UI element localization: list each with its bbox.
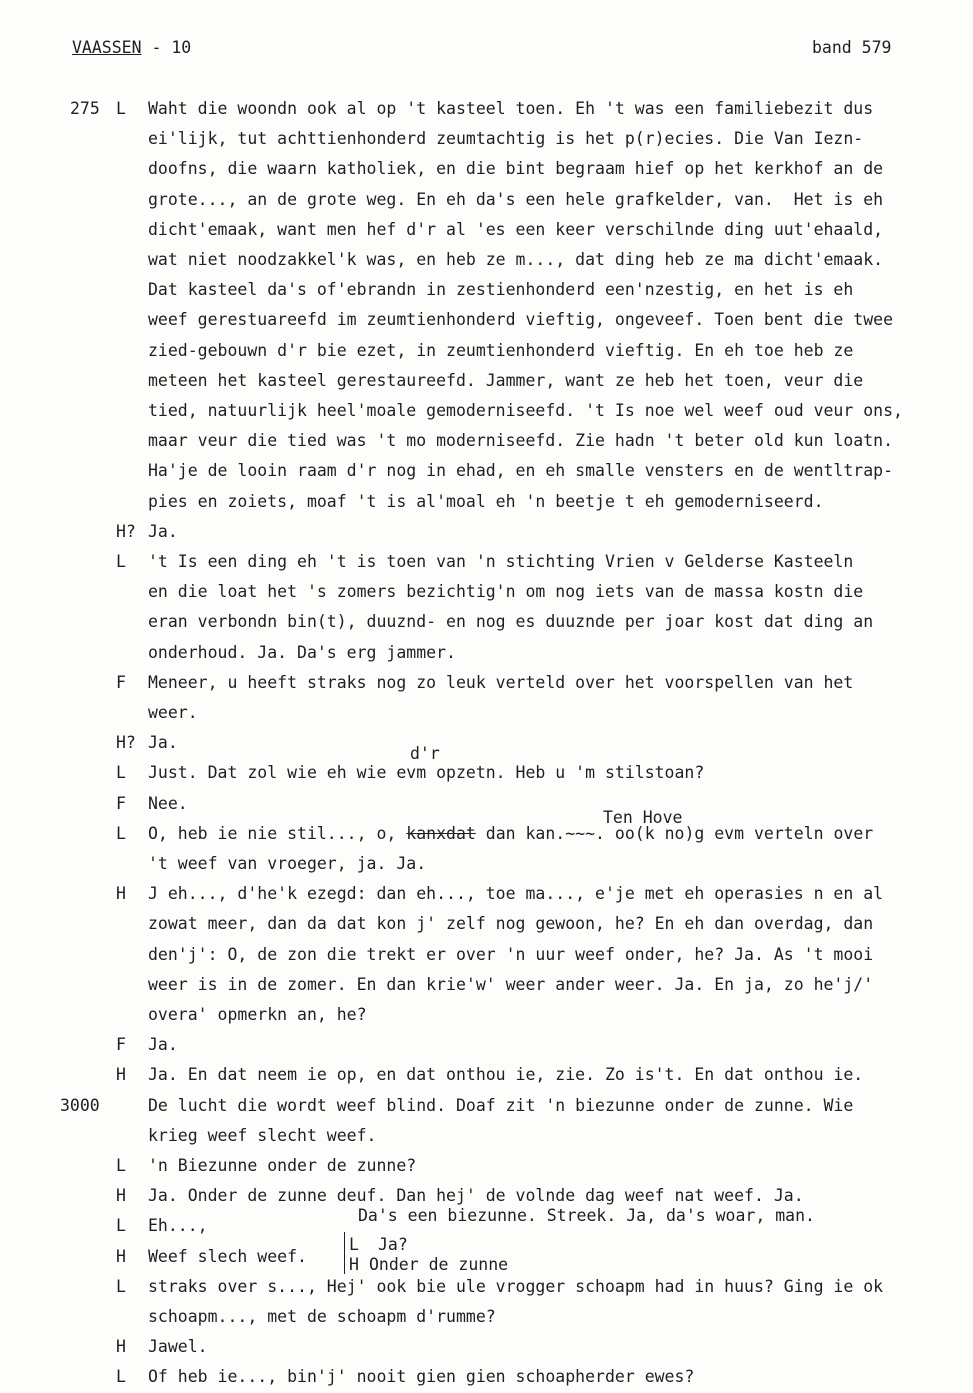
speaker-label: L xyxy=(116,824,126,843)
transcript-line: maar veur die tied was 't mo moderniseefd. Zie hadn 't beter old kun loatn. xyxy=(148,431,894,450)
transcript-line: Ha'je de looin raam d'r nog in ehad, en eh smalle vensters en de wentltrap- xyxy=(148,461,894,480)
transcript-line: Waht die woondn ook al op 't kasteel toen. Eh 't was een familiebezit dus xyxy=(148,99,874,118)
transcript-line: onderhoud. Ja. Da's erg jammer. xyxy=(148,643,456,662)
transcript-line: 't weef van vroeger, ja. Ja. xyxy=(148,854,427,873)
transcript-line: Just. Dat zol wie eh wie evm opzetn. Heb u 'm stilstoan? xyxy=(148,763,705,782)
transcript-line: Jawel. xyxy=(148,1337,208,1356)
speaker-label: L xyxy=(116,552,126,571)
speaker-label: H xyxy=(116,884,126,903)
insertion-ten-hove: Ten Hove xyxy=(603,808,683,827)
overlap-speaker-h: H xyxy=(349,1255,359,1274)
line-number: 275 xyxy=(70,99,100,118)
transcript-line: en die loat het 's zomers bezichtig'n om nog iets van de massa kostn die xyxy=(148,582,864,601)
transcript-line: schoapm..., met de schoapm d'rumme? xyxy=(148,1307,496,1326)
speaker-label: H xyxy=(116,1247,126,1266)
transcript-line: straks over s..., Hej' ook bie ule vrogger schoapm had in huus? Ging ie ok xyxy=(148,1277,884,1296)
speaker-label: F xyxy=(116,1035,126,1054)
transcript-line: overa' opmerkn an, he? xyxy=(148,1005,367,1024)
transcript-line: Of heb ie..., bin'j' nooit gien gien schoapherder ewes? xyxy=(148,1367,695,1386)
transcript-line: wat niet noodzakkel'k was, en heb ze m..., dat ding heb ze ma dicht'emaak. xyxy=(148,250,884,269)
overlap-h-text: Onder de zunne xyxy=(369,1255,509,1274)
header-page-number: - 10 xyxy=(141,38,192,57)
transcript-line: De lucht die wordt weef blind. Doaf zit 'n biezunne onder de zunne. Wie xyxy=(148,1096,854,1115)
header-band: band 579 xyxy=(812,38,892,57)
transcript-line: grote..., an de grote weg. En eh da's een hele grafkelder, van. Het is eh xyxy=(148,190,884,209)
speaker-label: L xyxy=(116,1367,126,1386)
overlap-bracket xyxy=(344,1232,345,1274)
speaker-label: H? xyxy=(116,522,136,541)
transcript-line: zied-gebouwn d'r bie ezet, in zeumtienhonderd vieftig. En eh toe heb ze xyxy=(148,341,854,360)
transcript-line: tied, natuurlijk heel'moale gemoderniseefd. 't Is noe wel weef oud veur ons, xyxy=(148,401,903,420)
header-title xyxy=(72,38,191,57)
line-segment: O, heb ie nie stil..., o, xyxy=(148,824,407,843)
transcript-line: dicht'emaak, want men hef d'r al 'es een keer verschilnde ding uut'ehaald, xyxy=(148,220,884,239)
transcript-line: J eh..., d'he'k ezegd: dan eh..., toe ma..., e'je met eh operasies n en al xyxy=(148,884,884,903)
transcript-line: Eh..., xyxy=(148,1216,208,1235)
transcript-line: Ja. xyxy=(148,1035,178,1054)
transcript-line: krieg weef slecht weef. xyxy=(148,1126,377,1145)
transcript-line: Ja. Onder de zunne deuf. Dan hej' de volnde dag weef nat weef. Ja. xyxy=(148,1186,804,1205)
struck-word: kanxdat xyxy=(406,824,476,843)
speaker-label: H xyxy=(116,1186,126,1205)
transcript-line: weer is in de zomer. En dan krie'w' weer ander weer. Ja. En ja, zo he'j/' xyxy=(148,975,874,994)
overlap-speaker-l: L xyxy=(349,1235,359,1254)
transcript-line: meteen het kasteel gerestaureefd. Jammer, want ze heb het toen, veur die xyxy=(148,371,864,390)
transcript-line: Ja. xyxy=(148,733,178,752)
transcript-line: 'n Biezunne onder de zunne? xyxy=(148,1156,417,1175)
speaker-label: H xyxy=(116,1065,126,1084)
speaker-label: L xyxy=(116,1216,126,1235)
overlap-note: Da's een biezunne. Streek. Ja, da's woar, man. xyxy=(358,1206,815,1225)
transcript-line: ei'lijk, tut achttienhonderd zeumtachtig is het p(r)ecies. Die Van Iezn- xyxy=(148,129,864,148)
speaker-label: L xyxy=(116,99,126,118)
header-place: VAASSEN xyxy=(72,38,142,57)
transcript-line: den'j': O, de zon die trekt er over 'n uur weef onder, he? Ja. As 't mooi xyxy=(148,945,874,964)
transcript-line: Ja. En dat neem ie op, en dat onthou ie, zie. Zo is't. En dat onthou ie. xyxy=(148,1065,864,1084)
speaker-label: H xyxy=(116,1337,126,1356)
transcript-line: Nee. xyxy=(148,794,188,813)
transcript-line: zowat meer, dan da dat kon j' zelf nog gewoon, he? En eh dan overdag, dan xyxy=(148,914,874,933)
transcript-line: Weef slech weef. xyxy=(148,1247,307,1266)
transcript-line: doofns, die waarn katholiek, en die bint begraam hief op het kerkhof an de xyxy=(148,159,884,178)
speaker-label: L xyxy=(116,1156,126,1175)
transcript-line: Dat kasteel da's of'ebrandn in zestienhonderd een'nzestig, en het is eh xyxy=(148,280,854,299)
transcript-line xyxy=(148,824,873,843)
transcript-line: weef gerestuareefd im zeumtienhonderd vieftig, ongeveef. Toen bent die twee xyxy=(148,310,894,329)
transcript-line: Meneer, u heeft straks nog zo leuk verteld over het voorspellen van het xyxy=(148,673,854,692)
speaker-label: L xyxy=(116,1277,126,1296)
line-segment: dan kan.~~~. oo(k no)g evm verteln over xyxy=(475,824,874,843)
transcript-line: pies en zoiets, moaf 't is al'moal eh 'n beetje t eh gemoderniseerd. xyxy=(148,492,824,511)
transcript-line: Ja. xyxy=(148,522,178,541)
line-number: 3000 xyxy=(60,1096,100,1115)
transcript-line: weer. xyxy=(148,703,198,722)
transcript-line: eran verbondn bin(t), duuznd- en nog es duuznde per joar kost dat ding an xyxy=(148,612,874,631)
speaker-label: F xyxy=(116,673,126,692)
speaker-label: L xyxy=(116,763,126,782)
insertion-dr: d'r xyxy=(410,744,440,763)
overlap-l-text: Ja? xyxy=(378,1235,408,1254)
speaker-label: F xyxy=(116,794,126,813)
speaker-label: H? xyxy=(116,733,136,752)
transcript-line: 't Is een ding eh 't is toen van 'n stichting Vrien v Gelderse Kasteeln xyxy=(148,552,854,571)
